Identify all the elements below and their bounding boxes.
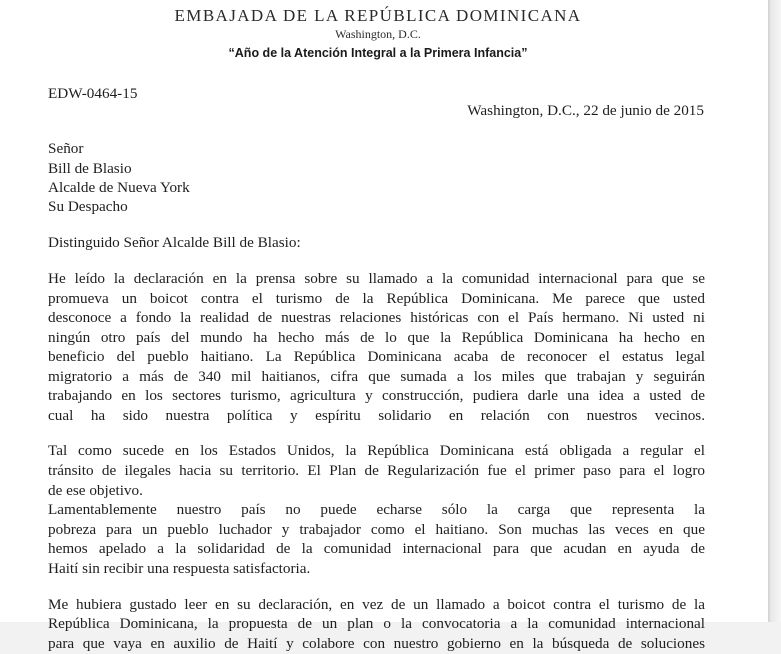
year-motto: “Año de la Atención Integral a la Primera Infancia”	[228, 46, 528, 60]
paragraph-line: He leído la declaración en la prensa sobre su llamado a la comunidad internacional para que se	[48, 270, 705, 287]
paragraph-line: República Dominicana, la propuesta de un plan o la convocatoria a la comunidad internacional	[48, 615, 705, 632]
paragraph-line: migratorio a más de 340 mil haitianos, cifra que sumada a los miles que trabajan y seguirán	[48, 368, 705, 385]
recipient-line: Bill de Blasio	[48, 160, 132, 177]
paragraph-line: beneficio del pueblo haitiano. La República Dominicana acaba de reconocer el estatus legal	[48, 348, 705, 365]
paragraph-line: trabajando en los sectores turismo, agricultura y construcción, pudiera darle una idea a usted de	[48, 387, 705, 404]
paragraph-line: ningún otro país del mundo ha hecho más de lo que la República Dominicana ha hecho en	[48, 329, 705, 346]
paragraph-line: para que vaya en auxilio de Haití y colabore con nuestro gobierno en la búsqueda de soluciones	[48, 635, 705, 652]
recipient-line: Su Despacho	[48, 198, 128, 215]
paragraph-line: Haití sin recibir una respuesta satisfactoria.	[48, 560, 311, 577]
paragraph-line: desconoce a fondo la realidad de nuestras relaciones históricas con el País hermano. Ni usted ni	[48, 309, 705, 326]
recipient-line: Alcalde de Nueva York	[48, 179, 190, 196]
salutation: Distinguido Señor Alcalde Bill de Blasio:	[48, 234, 301, 251]
paragraph-line: de ese objetivo.	[48, 482, 143, 499]
embassy-letterhead: EMBAJADA DE LA REPÚBLICA DOMINICANA	[174, 6, 582, 25]
paragraph-line: Tal como sucede en los Estados Unidos, la República Dominicana está obligada a regular el	[48, 442, 705, 459]
paragraph-line: tránsito de ilegales hacia su territorio. El Plan de Regularización fue el primer paso para el logro	[48, 462, 705, 479]
reference-number: EDW-0464-15	[48, 85, 138, 102]
date-line: Washington, D.C., 22 de junio de 2015	[467, 102, 704, 119]
recipient-line: Señor	[48, 140, 84, 157]
paragraph-line: cual ha sido nuestra política y espíritu solidario en relación con nuestros vecinos.	[48, 407, 705, 424]
paragraph-line: pobreza para un pueblo luchador y trabajador como el haitiano. Son muchas las veces en que	[48, 521, 705, 538]
paragraph-line: promueva un boicot contra el turismo de la República Dominicana. Me parece que usted	[48, 290, 705, 307]
letterhead-location: Washington, D.C.	[335, 27, 421, 41]
page-edge-shadow	[768, 0, 781, 622]
paragraph-line: Me hubiera gustado leer en su declaración, en vez de un llamado a boicot contra el turismo de la	[48, 596, 705, 613]
paragraph-line: Lamentablemente nuestro país no puede echarse sólo la carga que representa la	[48, 501, 705, 518]
paragraph-line: hemos apelado a la solidaridad de la comunidad internacional para que acudan en ayuda de	[48, 540, 705, 557]
